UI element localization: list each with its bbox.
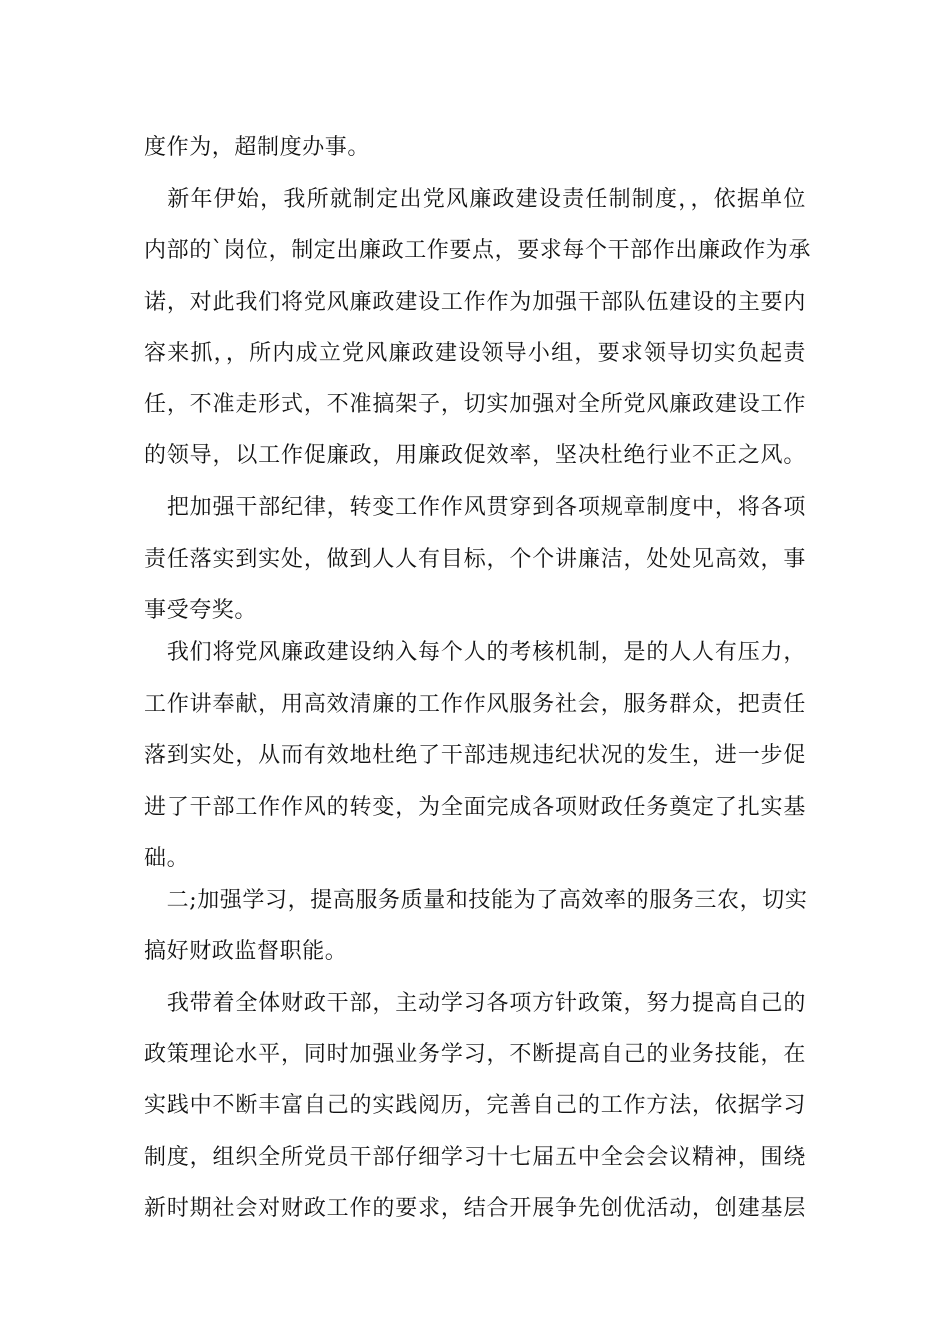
- text-line: 我带着全体财政干部，主动学习各项方针政策，努力提高自己的: [144, 991, 806, 1016]
- text-line: 政策理论水平，同时加强业务学习，不断提高自己的业务技能，在: [144, 1042, 806, 1067]
- text-line: 任，不准走形式，不准搞架子，切实加强对全所党风廉政建设工作: [144, 392, 806, 417]
- text-line: 新时期社会对财政工作的要求，结合开展争先创优活动，创建基层: [144, 1196, 806, 1221]
- text-line: 度作为，超制度办事。: [144, 135, 371, 160]
- text-line: 实践中不断丰富自己的实践阅历，完善自己的工作方法，依据学习: [144, 1093, 806, 1118]
- text-line: 础。: [144, 846, 190, 871]
- text-line: 容来抓，，所内成立党风廉政建设领导小组，要求领导切实负起责: [144, 341, 806, 366]
- text-line: 我们将党风廉政建设纳入每个人的考核机制，是的人人有压力，: [144, 640, 806, 665]
- text-line: 制度，组织全所党员干部仔细学习十七届五中全会会议精神，围绕: [144, 1145, 806, 1170]
- text-line: 二;加强学习，提高服务质量和技能为了高效率的服务三农，切实: [144, 888, 808, 913]
- text-line: 内部的`岗位，制定出廉政工作要点，要求每个干部作出廉政作为承: [144, 238, 812, 263]
- text-line: 搞好财政监督职能。: [144, 939, 348, 964]
- text-line: 责任落实到实处，做到人人有目标，个个讲廉洁，处处见高效，事: [144, 547, 806, 572]
- text-line: 工作讲奉献，用高效清廉的工作作风服务社会，服务群众，把责任: [144, 692, 806, 717]
- text-line: 的领导，以工作促廉政，用廉政促效率，坚决杜绝行业不正之风。: [144, 443, 806, 468]
- text-line: 落到实处，从而有效地杜绝了干部违规违纪状况的发生，进一步促: [144, 743, 806, 768]
- text-line: 事受夸奖。: [144, 598, 258, 623]
- text-line: 把加强干部纪律，转变工作作风贯穿到各项规章制度中，将各项: [144, 495, 806, 520]
- text-line: 进了干部工作作风的转变，为全面完成各项财政任务奠定了扎实基: [144, 795, 806, 820]
- text-line: 新年伊始，我所就制定出党风廉政建设责任制制度，，依据单位: [144, 187, 806, 212]
- text-line: 诺，对此我们将党风廉政建设工作作为加强干部队伍建设的主要内: [144, 290, 806, 315]
